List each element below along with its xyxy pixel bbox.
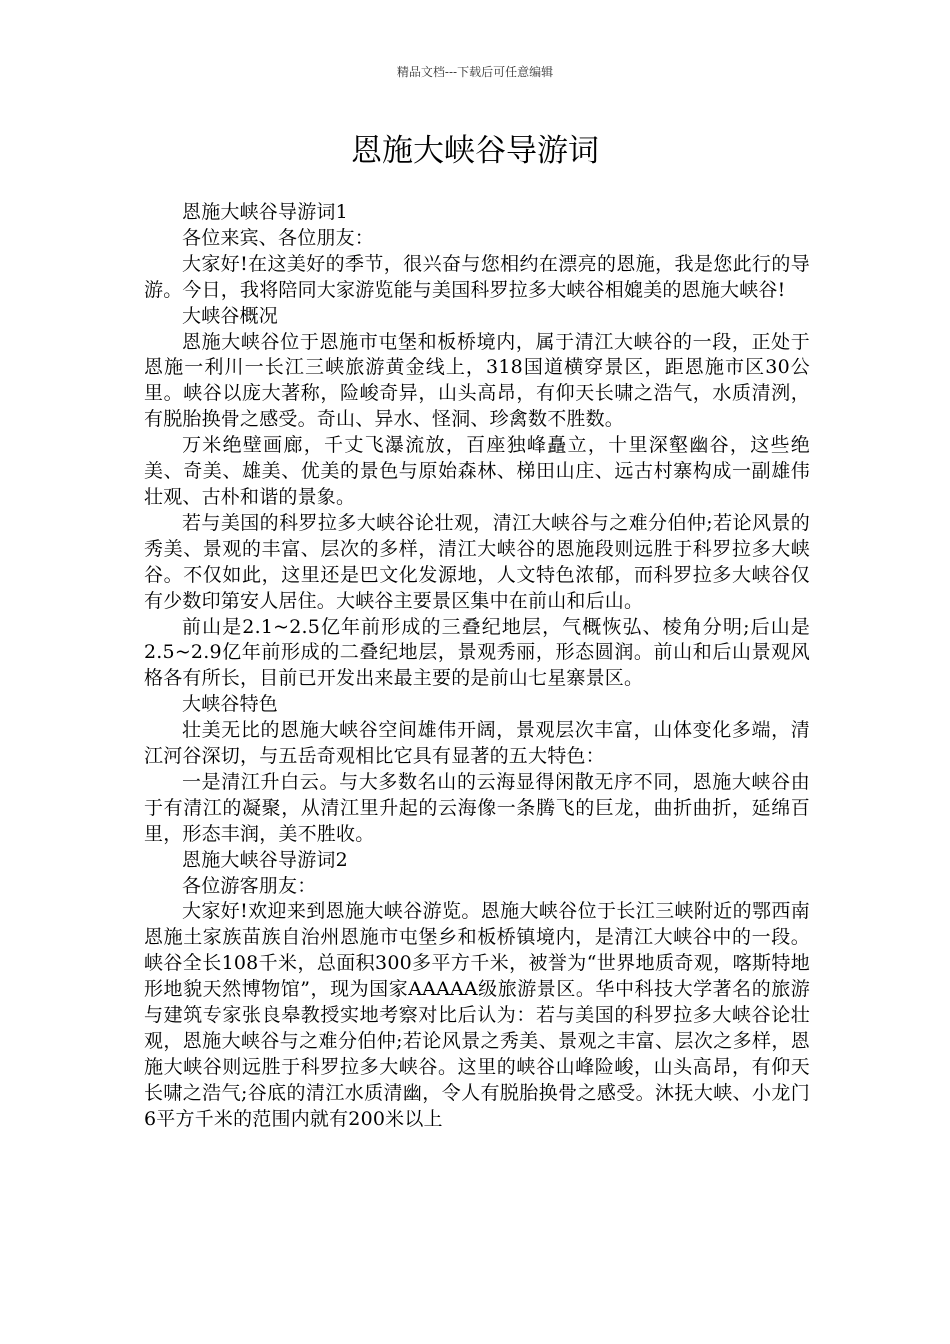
- greeting-1: 各位来宾、各位朋友：: [182, 226, 375, 249]
- paragraph: 万米绝壁画廊，千丈飞瀑流放，百座独峰矗立，十里深壑幽谷，这些绝美、奇美、雄美、优美的景色与原始森林、梯田山庄、远古村寨构成一副雄伟壮观、古朴和谐的景象。: [144, 434, 810, 508]
- greeting-2: 各位游客朋友：: [182, 874, 317, 897]
- document-body: [144, 200, 810, 1133]
- subheading-features: 大峡谷特色: [182, 693, 279, 716]
- paragraph: 大家好!欢迎来到恩施大峡谷游览。恩施大峡谷位于长江三峡附近的鄂西南恩施土家族苗族自治州恩施市屯堡乡和板桥镇境内，是清江大峡谷中的一段。峡谷全长108千米，总面积300多平方千米，被誉为“世界地质奇观，喀斯特地形地貌天然博物馆”，现为国家AAAAA级旅游景区。华中科技大学著名的旅游与建筑专家张良皋教授实地考察对比后认为：若与美国的科罗拉多大峡谷论壮观，恩施大峡谷与之难分伯仲;若论风景之秀美、景观之丰富、层次之多样，恩施大峡谷则远胜于科罗拉多大峡谷。这里的峡谷山峰险峻，山头高昂，有仰天长啸之浩气;谷底的清江水质清幽，令人有脱胎换骨之感受。沐抚大峡、小龙门6平方千米的范围内就有200米以上: [144, 900, 810, 1130]
- paragraph: 恩施大峡谷位于恩施市屯堡和板桥境内，属于清江大峡谷的一段，正处于恩施一利川一长江三峡旅游黄金线上，318国道横穿景区，距恩施市区30公里。峡谷以庞大著称，险峻奇异，山头高昂，有仰天长啸之浩气，水质清洌，有脱胎换骨之感受。奇山、异水、怪洞、珍禽数不胜数。: [144, 330, 810, 431]
- paragraph: 前山是2.1~2.5亿年前形成的三叠纪地层，气概恢弘、棱角分明;后山是2.5~2.9亿年前形成的二叠纪地层，景观秀丽，形态圆润。前山和后山景观风格各有所长，目前已开发出来最主要的是前山七星寨景区。: [144, 615, 810, 690]
- subheading-overview: 大峡谷概况: [182, 304, 279, 327]
- page-header: 精品文档---下载后可任意编辑: [396, 65, 554, 79]
- paragraph: 壮美无比的恩施大峡谷空间雄伟开阔，景观层次丰富，山体变化多端，清江河谷深切，与五岳奇观相比它具有显著的五大特色：: [144, 719, 810, 768]
- paragraph: 大家好!在这美好的季节，很兴奋与您相约在漂亮的恩施，我是您此行的导游。今日，我将陪同大家游览能与美国科罗拉多大峡谷相媲美的恩施大峡谷!: [144, 252, 810, 301]
- section-heading-2: 恩施大峡谷导游词2: [182, 848, 348, 871]
- paragraph: 若与美国的科罗拉多大峡谷论壮观，清江大峡谷与之难分伯仲;若论风景的秀美、景观的丰富、层次的多样，清江大峡谷的恩施段则远胜于科罗拉多大峡谷。不仅如此，这里还是巴文化发源地，人文特色浓郁，而科罗拉多大峡谷仅有少数印第安人居住。大峡谷主要景区集中在前山和后山。: [144, 511, 810, 612]
- paragraph: 一是清江升白云。与大多数名山的云海显得闲散无序不同，恩施大峡谷由于有清江的凝聚，从清江里升起的云海像一条腾飞的巨龙，曲折曲折，延绵百里，形态丰润，美不胜收。: [144, 770, 810, 845]
- document-title: 恩施大峡谷导游词: [351, 133, 599, 169]
- section-heading-1: 恩施大峡谷导游词1: [182, 201, 348, 223]
